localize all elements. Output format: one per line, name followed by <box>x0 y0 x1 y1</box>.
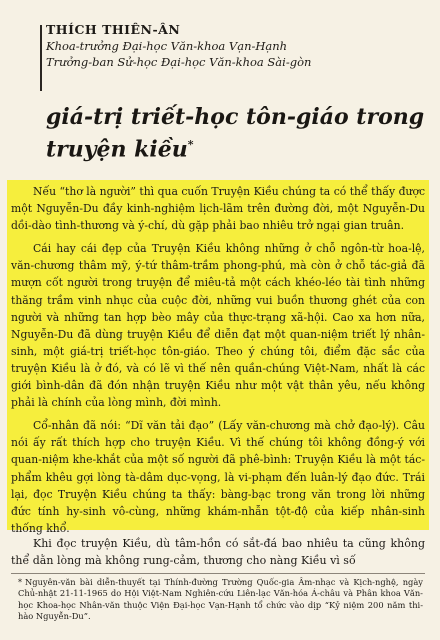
title-line-2-text: truyện kiều <box>46 136 188 163</box>
footnote <box>18 577 423 622</box>
title-line-1: giá-trị triết-học tôn-giáo trong <box>46 104 425 130</box>
paragraph-3: Cổ-nhân đã nói: “Dĩ văn tải đạo” (Lấy văn-chương mà chở đạo-lý). Câu nói ấy rất thích hợp cho truyện Kiều. Vì thế chúng tôi không đồng-ý với quan-niệm khe-khắt của một số người đã phê-bình: Truyện Kiều là một tác-phẩm khêu gợi lòng tà-dâm dục-vọng, là vi-phạm đến luân-lý đạo đức. Trái lại, đọc Truyện Kiều chúng ta thấy: bàng-bạc trong văn trong lời những đức tính hy-sinh vô-cùng, những khám-nhẫn tột-độ của kiếp nhân-sinh thống khổ. <box>11 419 425 535</box>
highlighted-body <box>11 183 425 537</box>
paragraph-1: Nếu “thơ là người” thì qua cuốn Truyện Kiều chúng ta có thể thấy được một Nguyễn-Du đầy kinh-nghiệm lịch-lãm trên đường đời, một Nguyễn-Du dồi-dào tình-thương và ý-chí, dù gặp phải bao nhiêu trở ngại gian truân. <box>11 185 425 233</box>
author-rule <box>40 25 42 91</box>
paragraph-2: Cái hay cái đẹp của Truyện Kiều không những ở chỗ ngôn-từ hoa-lệ, văn-chương thâm mỹ, ý-tứ thâm-trầm phong-phú, mà còn ở chỗ tác-giả đã mượn cốt người trong truyện để miêu-tả một cách khéo-léo tài tình những thăng trầm vinh nhục của cuộc đời, những vui buồn thương ghét của con người và những tan hợp bèo mây của thực-trạng xã-hội. Cao xa hơn nữa, Nguyễn-Du đã dùng truyện Kiều để diễn đạt một quan-niệm triết lý nhân-sinh, một giá-trị triết-học tôn-giáo. Theo ý chúng tôi, điểm đặc sắc của truyện Kiều là ở đó, và có lẽ vì thế nên quần-chúng Việt-Nam, nhất là các giới bình-dân đã đón nhận truyện Kiều như một vật thân yêu, nếu không phải là chính của lòng mình, đời mình. <box>11 242 425 410</box>
title-footnote-mark: * <box>187 138 194 151</box>
article-title <box>46 103 426 163</box>
title-line-2 <box>46 131 426 163</box>
author-name: THÍCH THIÊN-ÂN <box>46 22 181 37</box>
continuation-text <box>11 535 425 570</box>
paragraph-4: Khi đọc truyện Kiều, dù tâm-hồn có sắt-đá bao nhiêu ta cũng không thể dằn lòng mà không rung-cảm, thương cho nàng Kiều vì số <box>11 537 425 568</box>
author-position-1: Khoa-trưởng Đại-học Văn-khoa Vạn-Hạnh <box>46 39 288 53</box>
author-block <box>46 22 426 70</box>
author-position-2: Trưởng-ban Sử-học Đại-học Văn-khoa Sài-gòn <box>46 55 312 69</box>
footnote-divider <box>11 573 425 574</box>
footnote-star: * <box>18 578 22 587</box>
footnote-text: Nguyên-văn bài diễn-thuyết tại Thính-đường Trường Quốc-gia Âm-nhạc và Kịch-nghệ, ngày Chủ-nhật 21-11-1965 do Hội Việt-Nam Nghiên-cứu Liên-lạc Văn-hóa Á-châu và Phân khoa Văn-học Khoa-học Nhân-văn thuộc Viện Đại-học Vạn-Hạnh tổ chức vào dịp “Kỷ niệm 200 năm thi-hào Nguyễn-Du”. <box>18 577 423 621</box>
